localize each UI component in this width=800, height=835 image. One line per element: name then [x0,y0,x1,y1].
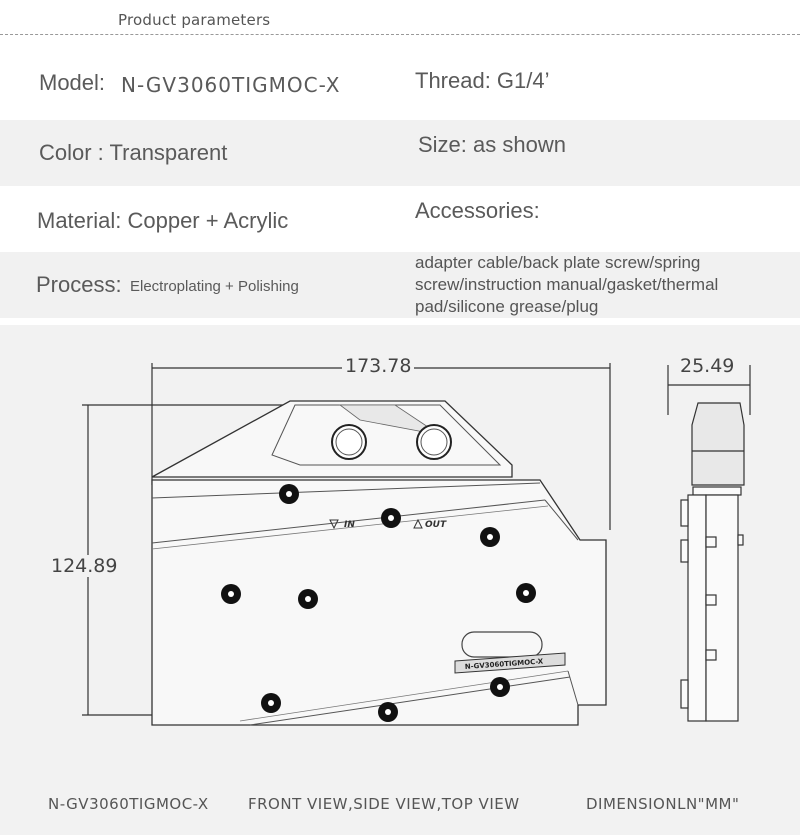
in-label: IN [344,520,355,530]
section-title: Product parameters [118,11,271,29]
out-label: OUT [425,520,447,530]
accessories-label: Accessories: [415,198,540,223]
accessories-list: adapter cable/back plate screw/spring screw/instruction manual/gasket/thermal pad/silicone grease/plug [415,253,719,316]
section-header [0,0,800,40]
model-label: Model: [39,70,106,95]
caption-model: N-GV3060TIGMOC-X [48,795,209,813]
size-spec: Size: as shown [418,132,566,157]
drawing-svg [0,325,800,835]
plate-model-label: N-GV3060TIGMOC-X [464,657,544,671]
spec-table [0,54,800,318]
process-value: Electroplating + Polishing [130,278,299,295]
header-divider [0,34,800,35]
front-view [152,401,606,725]
width-dimension: 173.78 [342,355,414,377]
spec-row-model [0,54,800,120]
caption-views: FRONT VIEW,SIDE VIEW,TOP VIEW [248,795,520,813]
process-label: Process: [36,272,122,297]
depth-dimension: 25.49 [677,355,737,377]
side-view [681,403,744,721]
material-spec: Material: Copper + Acrylic [37,208,289,233]
thread-spec: Thread: G1/4’ [415,68,550,93]
height-dimension: 124.89 [48,555,120,577]
caption-unit: DIMENSIONLN"MM" [586,795,740,813]
model-value: N-GV3060TIGMOC-X [121,73,341,97]
spec-row-color [0,120,800,186]
spec-row-process [0,252,800,318]
color-spec: Color : Transparent [39,140,228,165]
technical-drawing [0,325,800,835]
spec-row-material [0,186,800,252]
